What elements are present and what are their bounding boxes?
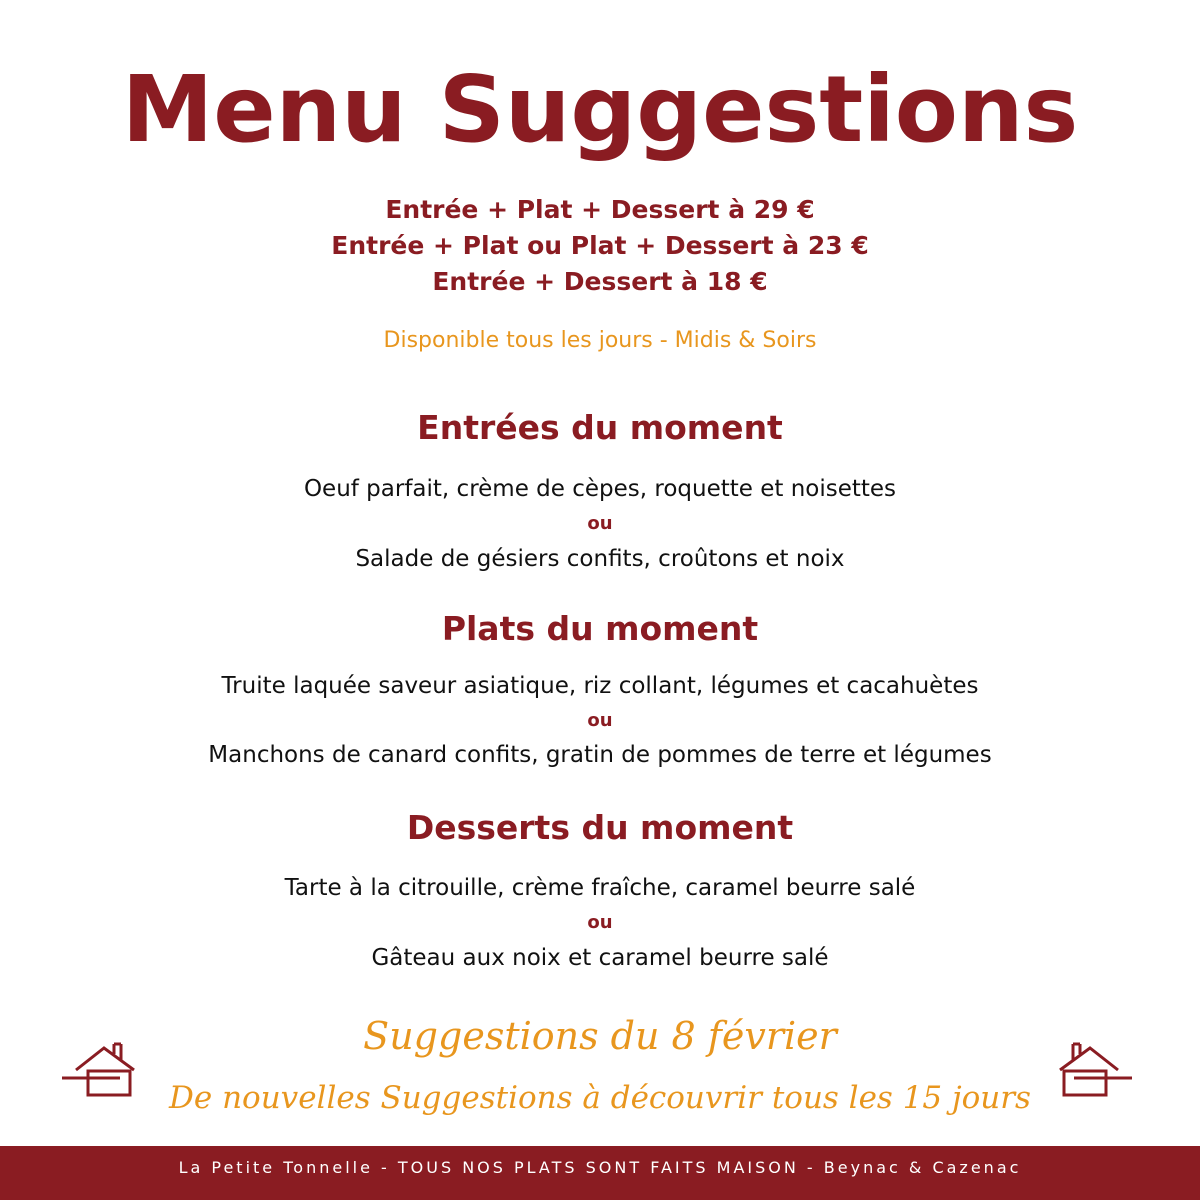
house-logo-icon — [1054, 1038, 1134, 1102]
availability-note: Disponible tous les jours - Midis & Soirs — [383, 328, 817, 353]
formula-two-courses: Entrée + Plat ou Plat + Dessert à 23 € — [331, 231, 869, 260]
section-title-entrees: Entrées du moment — [417, 408, 783, 447]
plat-or: ou — [587, 710, 613, 731]
footer-text: La Petite Tonnelle - TOUS NOS PLATS SONT FAITS MAISON - Beynac & Cazenac — [178, 1158, 1022, 1177]
footer-bar — [0, 1146, 1200, 1200]
entree-or: ou — [587, 513, 613, 534]
page-title: Menu Suggestions — [121, 56, 1079, 163]
formula-full: Entrée + Plat + Dessert à 29 € — [385, 195, 815, 224]
dessert-item-2: Gâteau aux noix et caramel beurre salé — [371, 945, 829, 971]
section-title-plats: Plats du moment — [441, 609, 759, 648]
dessert-item-1: Tarte à la citrouille, crème fraîche, caramel beurre salé — [284, 875, 916, 901]
renewal-note: De nouvelles Suggestions à découvrir tous les 15 jours — [169, 1080, 1031, 1116]
plat-item-2: Manchons de canard confits, gratin de pommes de terre et légumes — [208, 742, 992, 768]
suggestions-date: Suggestions du 8 février — [363, 1014, 837, 1058]
house-logo-icon — [60, 1038, 140, 1102]
entree-item-2: Salade de gésiers confits, croûtons et noix — [355, 546, 845, 572]
plat-item-1: Truite laquée saveur asiatique, riz collant, légumes et cacahuètes — [221, 673, 979, 699]
formula-entree-dessert: Entrée + Dessert à 18 € — [432, 267, 768, 296]
dessert-or: ou — [587, 912, 613, 933]
section-title-desserts: Desserts du moment — [406, 808, 794, 847]
entree-item-1: Oeuf parfait, crème de cèpes, roquette et noisettes — [303, 476, 897, 502]
